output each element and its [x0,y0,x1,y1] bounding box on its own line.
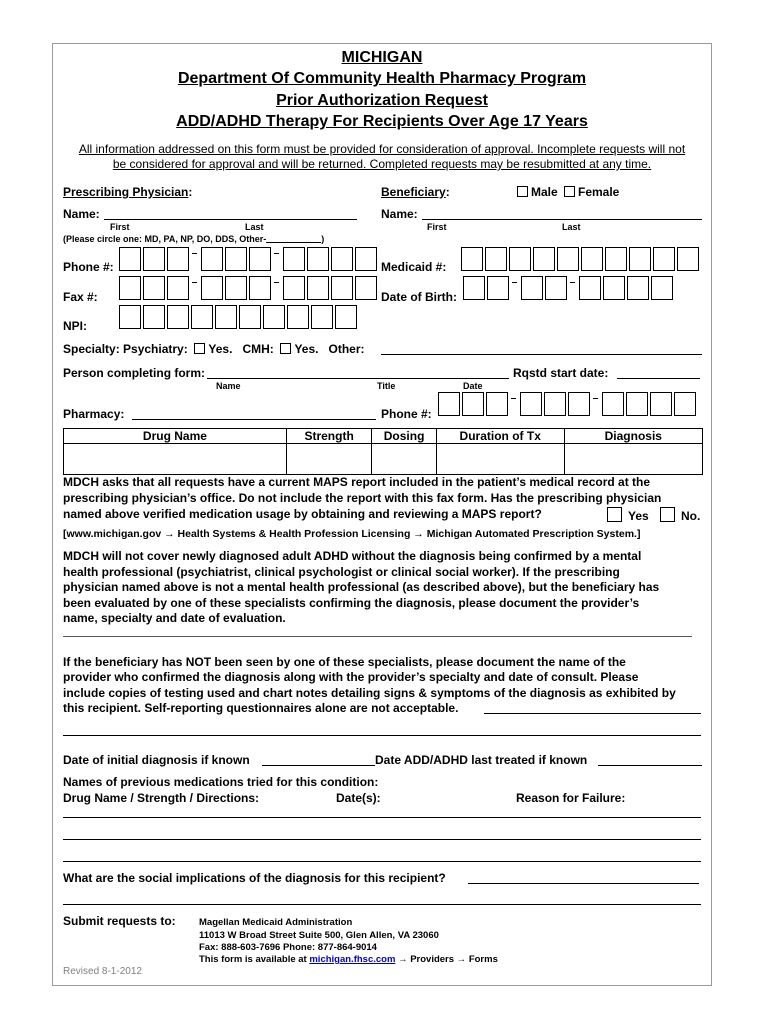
phone-label: Phone #: [63,260,114,274]
fax-label: Fax #: [63,290,98,304]
social-question: What are the social implications of the diagnosis for this recipient? [63,871,446,885]
notseen-line-3: include copies of testing used and chart notes detailing signs & symptoms of the diagnosis as exhibited by [63,686,676,700]
dob-boxes[interactable] [463,276,675,300]
submit-org: Magellan Medicaid Administration [199,917,353,928]
previous-meds-line-1[interactable] [63,817,701,818]
previous-col-dates: Date(s): [336,791,381,805]
drug-table [63,428,703,475]
cmh-yes-checkbox[interactable] [280,343,291,354]
beneficiary-name-label: Name: [381,207,418,221]
drug-table-header [64,429,703,444]
male-checkbox[interactable] [517,186,528,197]
dob-label: Date of Birth: [381,290,457,304]
consult-field[interactable] [63,735,701,736]
previous-meds-line-2[interactable] [63,839,701,840]
psychiatry-yes-checkbox[interactable] [194,343,205,354]
beneficiary-last-caption: Last [562,222,581,232]
notseen-line-4: this recipient. Self-reporting questionnaires alone are not acceptable. [63,701,459,715]
strength-cell[interactable] [286,444,372,475]
last-treated-label: Date ADD/ADHD last treated if known [375,753,588,767]
col-drug-name: Drug Name [64,429,287,444]
col-diagnosis: Diagnosis [564,429,702,444]
evaluation-field[interactable] [63,636,692,637]
maps-line-2: prescribing physician’s office. Do not include the report with this fax form. Has the prescribing physician [63,491,662,505]
npi-label: NPI: [63,319,87,333]
notice-line-2: be considered for approval and will be returned. Completed requests may be resubmitted at any time. [112,157,652,171]
notseen-line-1: If the beneficiary has NOT been seen by one of these specialists, please document the name of the [63,655,626,669]
consult-field-inline[interactable] [484,713,701,714]
submit-label: Submit requests to: [63,914,176,928]
initial-diagnosis-label: Date of initial diagnosis if known [63,753,250,767]
male-option[interactable]: Male [517,185,558,199]
person-name-caption: Name [216,381,241,391]
title-department: Department Of Community Health Pharmacy Program [177,70,587,87]
specialty-other-field[interactable] [381,354,702,355]
physician-heading: Prescribing Physician: [63,185,193,199]
previous-col-drug: Drug Name / Strength / Directions: [63,791,260,805]
title-michigan: MICHIGAN [341,49,423,66]
adhd-line-3: physician named above is not a mental health professional (as described above), but the beneficiary has [63,580,660,594]
physician-name-label: Name: [63,207,100,221]
physician-last-caption: Last [245,222,264,232]
arrow-right-icon: → [398,954,408,965]
previous-col-reason: Reason for Failure: [516,791,626,805]
person-completing-field[interactable] [207,378,509,379]
maps-yes-option[interactable]: Yes [607,507,649,523]
arrow-right-icon: → [456,954,467,965]
pharmacy-field[interactable] [132,419,376,420]
person-title-caption: Title [377,381,396,391]
specialty-row: Specialty: Psychiatry: Yes. CMH: Yes. Other: [63,342,365,356]
person-date-caption: Date [463,381,483,391]
female-option[interactable]: Female [564,185,619,199]
maps-line-3: named above verified medication usage by obtaining and reviewing a MAPS report? [63,507,542,521]
arrow-right-icon: → [164,528,175,540]
beneficiary-heading: Beneficiary: [381,185,450,199]
adhd-line-4: been evaluated by one of these specialists confirming the diagnosis, please document the provider’s [63,596,640,610]
submit-availability: This form is available at michigan.fhsc.com → Providers → Forms [199,954,498,965]
physician-first-caption: First [110,222,130,232]
adhd-line-2: health professional (psychiatrist, clinical psychologist or clinical social worker). If the prescribing [63,565,620,579]
drug-name-cell[interactable] [64,444,287,475]
physician-name-field[interactable] [104,219,357,220]
title-prior-auth: Prior Authorization Request [276,92,488,109]
pharmacy-phone-label: Phone #: [381,407,432,421]
maps-no-option[interactable]: No. [660,507,700,523]
col-strength: Strength [286,429,372,444]
fhsc-link[interactable]: michigan.fhsc.com [309,954,396,965]
medicaid-label: Medicaid #: [381,260,447,274]
person-label: Person completing form: [63,366,206,380]
credential-other-field[interactable] [266,242,321,243]
pharmacy-phone-boxes[interactable] [438,392,698,416]
submit-contact: Fax: 888-603-7696 Phone: 877-864-9014 [199,942,377,953]
credential-note: (Please circle one: MD, PA, NP, DO, DDS, Other- ) [63,234,325,244]
social-field[interactable] [63,904,701,905]
col-duration: Duration of Tx [436,429,564,444]
duration-cell[interactable] [436,444,564,475]
revised-date: Revised 8-1-2012 [63,966,142,977]
last-treated-field[interactable] [598,765,702,766]
maps-no-checkbox[interactable] [660,507,675,522]
drug-table-row[interactable] [64,444,703,475]
adhd-line-5: name, specialty and date of evaluation. [63,611,286,625]
arrow-right-icon: → [413,528,424,540]
maps-yes-checkbox[interactable] [607,507,622,522]
initial-diagnosis-field[interactable] [262,765,375,766]
title-therapy: ADD/ADHD Therapy For Recipients Over Age 17 Years [176,113,588,130]
beneficiary-name-field[interactable] [422,219,702,220]
notice-line-1: All information addressed on this form must be provided for consideration of approval. Incomplete requests will not [78,142,686,156]
adhd-line-1: MDCH will not cover newly diagnosed adult ADHD without the diagnosis being confirmed by a mental [63,549,642,563]
notseen-line-2: provider who confirmed the diagnosis along with the provider’s specialty and date of consult. Please [63,670,639,684]
previous-meds-heading: Names of previous medications tried for this condition: [63,775,379,789]
rqstd-start-label: Rqstd start date: [513,366,609,380]
physician-phone-boxes[interactable] [119,247,379,271]
dosing-cell[interactable] [372,444,436,475]
col-dosing: Dosing [372,429,436,444]
maps-line-1: MDCH asks that all requests have a current MAPS report included in the patient’s medical record at the [63,475,651,489]
submit-address: 11013 W Broad Street Suite 500, Glen Allen, VA 23060 [199,930,439,941]
female-checkbox[interactable] [564,186,575,197]
social-field-inline[interactable] [468,883,699,884]
diagnosis-cell[interactable] [564,444,702,475]
rqstd-start-field[interactable] [617,378,700,379]
maps-link-path: [www.michigan.gov → Health Systems & Health Profession Licensing → Michigan Automated Prescription System.] [63,528,641,540]
medicaid-boxes[interactable] [461,247,701,271]
npi-boxes[interactable] [119,305,359,329]
pharmacy-label: Pharmacy: [63,407,125,421]
physician-fax-boxes[interactable] [119,276,379,300]
previous-meds-line-3[interactable] [63,861,701,862]
beneficiary-first-caption: First [427,222,447,232]
